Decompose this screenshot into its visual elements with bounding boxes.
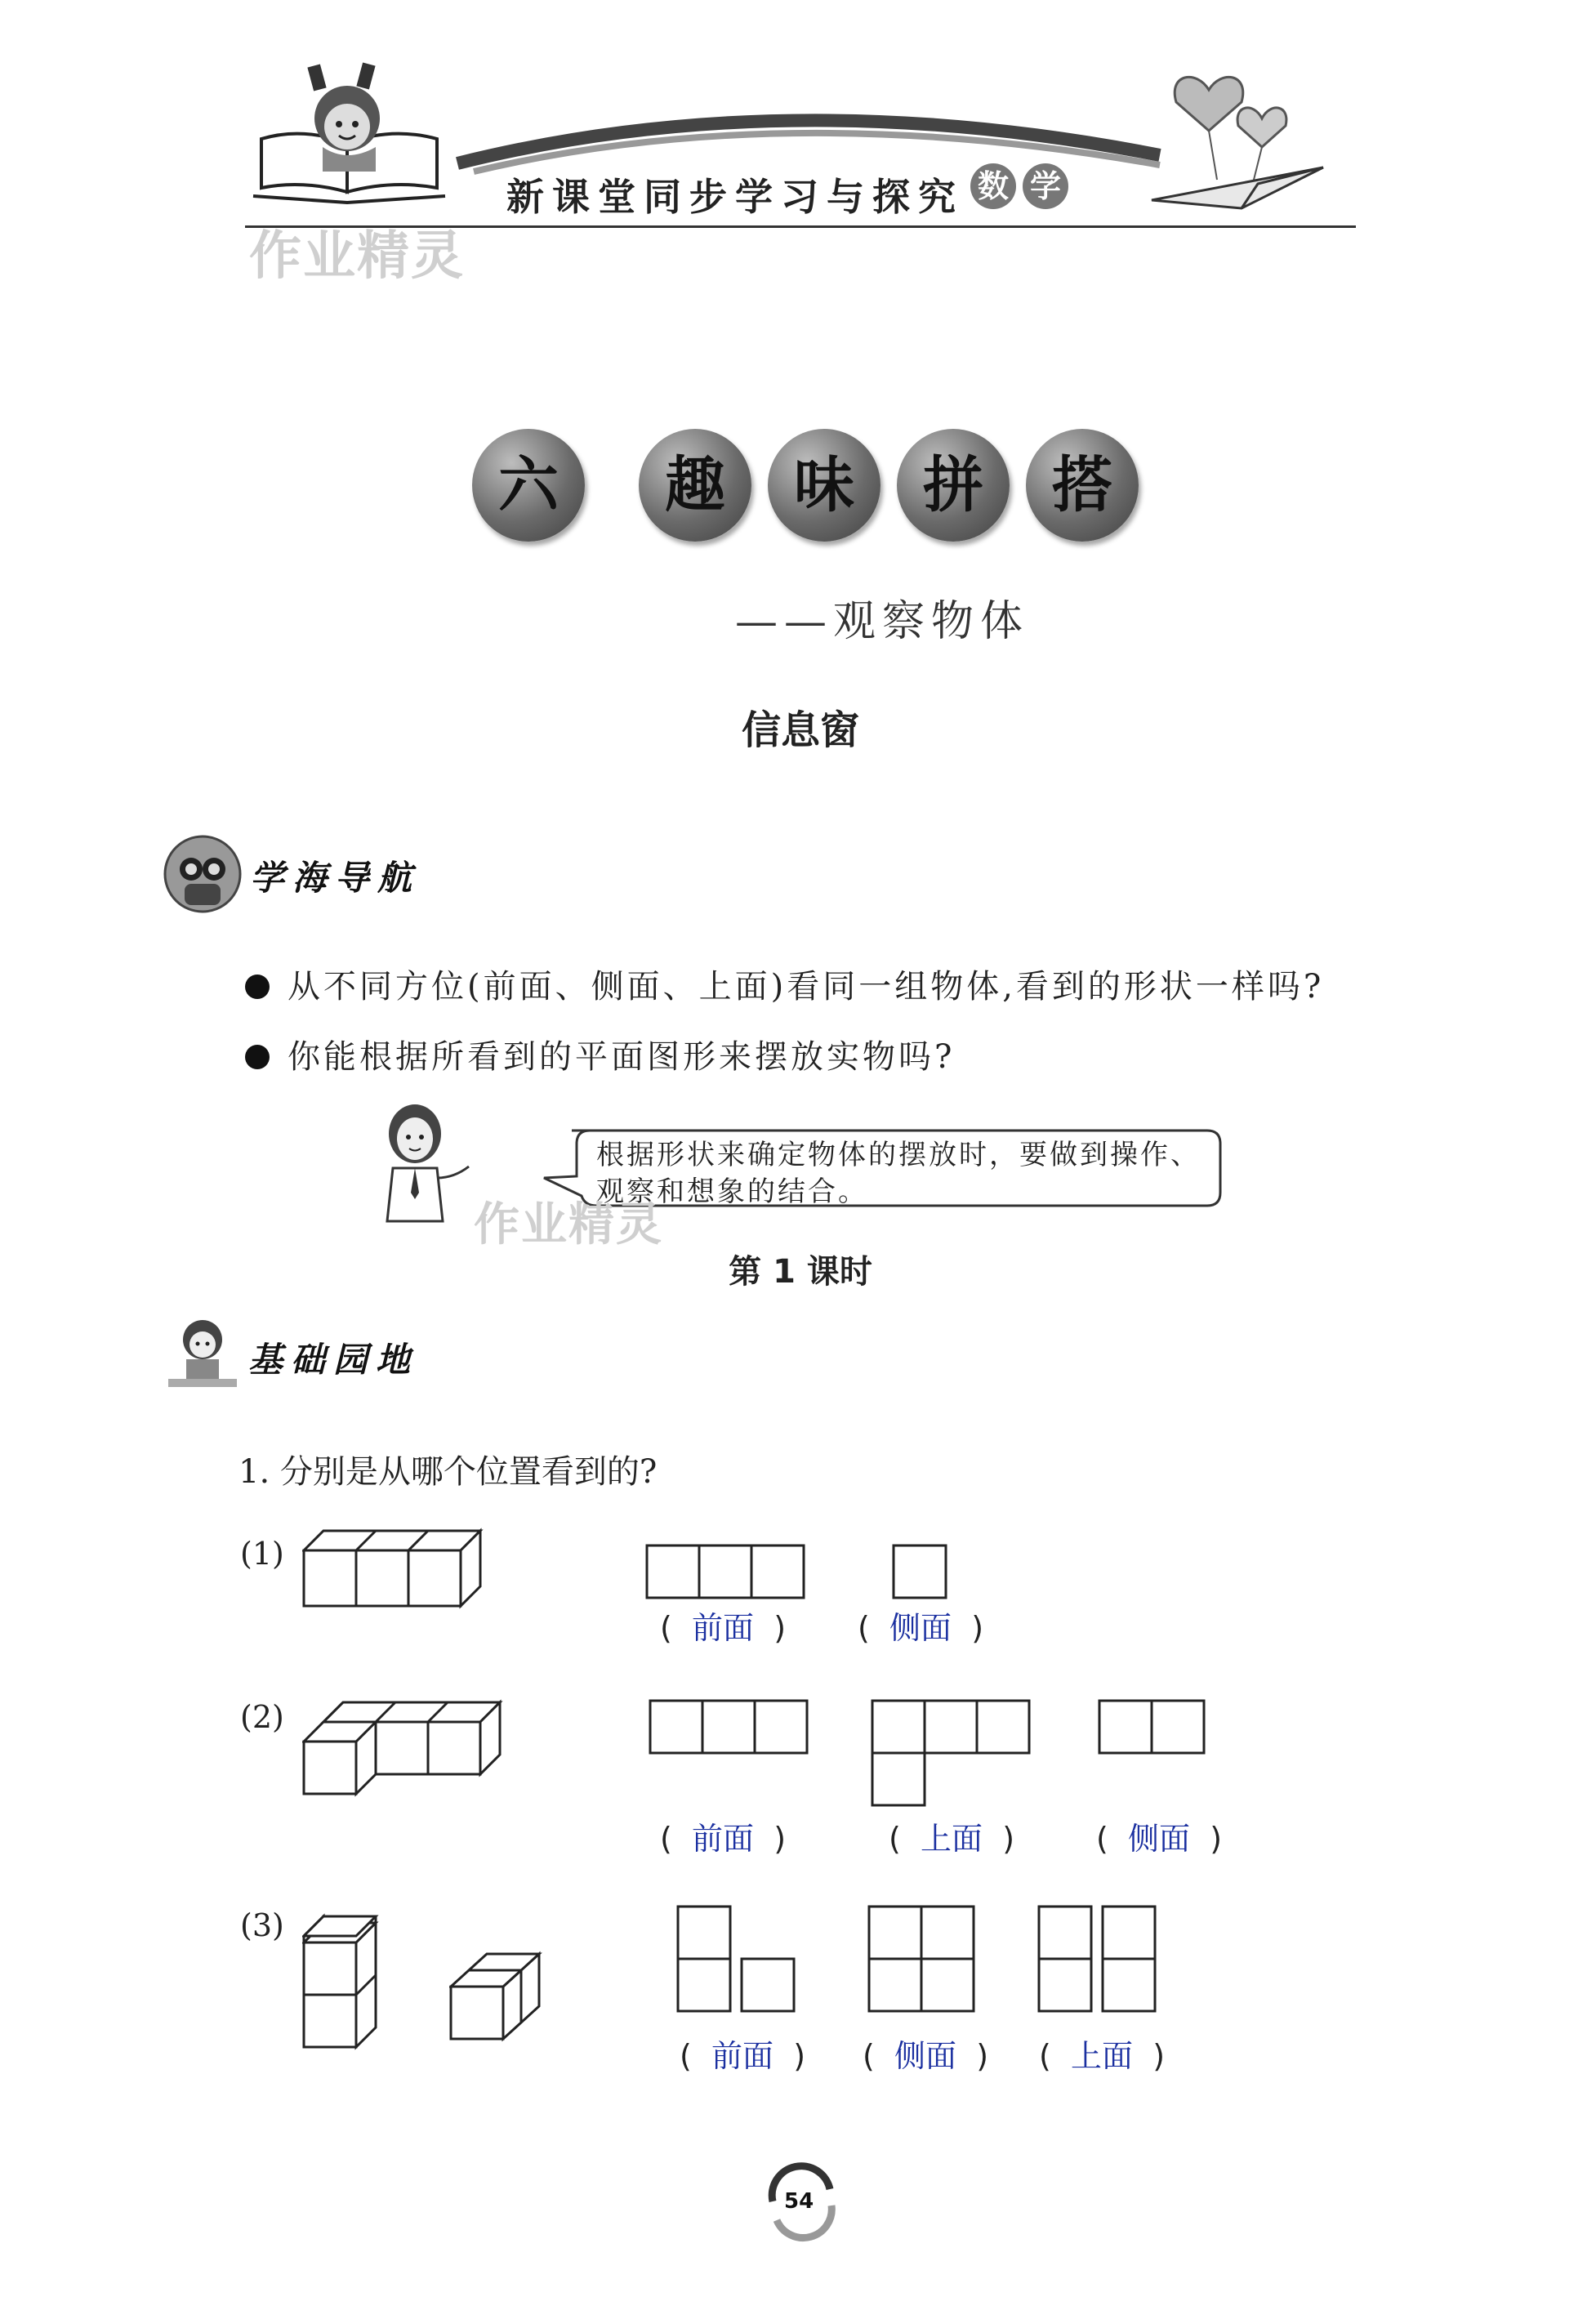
answer-text: 上面	[1071, 2038, 1134, 2074]
subject-badge	[970, 163, 1075, 209]
chapter-title-char: 味	[768, 429, 880, 542]
answer-blank	[680, 2031, 805, 2076]
paren-open: (	[889, 1821, 901, 1857]
answer-text: 侧面	[1128, 1821, 1191, 1857]
teacher-illustration	[372, 1103, 479, 1225]
header-girl-reading-illustration	[245, 57, 457, 212]
paren-close: )	[773, 1610, 787, 1646]
basics-section-label: 基础园地	[248, 1340, 419, 1380]
figure-3-front-view	[676, 1905, 799, 2014]
guide-section-label: 学海导航	[250, 858, 421, 898]
chapter-subtitle: ——观察物体	[735, 597, 1030, 646]
answer-blank	[660, 1813, 786, 1858]
chapter-number: 六	[472, 429, 585, 542]
answer-text: 侧面	[889, 1610, 952, 1646]
answer-blank	[1096, 1813, 1222, 1858]
paren-close: )	[1210, 1821, 1223, 1857]
watermark: 作业精灵	[249, 226, 465, 287]
answer-text: 前面	[711, 2038, 774, 2074]
answer-blank	[889, 1813, 1014, 1858]
paren-close: )	[1002, 1821, 1015, 1857]
item-label: (1)	[240, 1536, 284, 1572]
lesson-title: 第 1 课时	[729, 1253, 872, 1291]
chapter-title-char: 趣	[639, 429, 751, 542]
paren-close: )	[773, 1821, 787, 1857]
svg-text:✦: ✦	[996, 104, 1014, 128]
paren-open: (	[1039, 2038, 1051, 2074]
figure-3-stacked-cubes	[302, 1903, 400, 2050]
guide-bullet	[245, 1031, 955, 1077]
item-label: (2)	[240, 1699, 284, 1735]
answer-text: 上面	[921, 1821, 983, 1857]
paren-close: )	[976, 2038, 989, 2074]
paren-close: )	[793, 2038, 806, 2074]
figure-1-side-view	[892, 1544, 949, 1601]
paren-open: (	[660, 1821, 672, 1857]
subject-char: 学	[1023, 163, 1068, 209]
paren-close: )	[1152, 2038, 1166, 2074]
series-title: 新课堂同步学习与探究	[506, 175, 964, 219]
watermark: 作业精灵	[474, 1198, 663, 1251]
answer-text: 前面	[692, 1610, 755, 1646]
figure-2-front-view	[649, 1699, 812, 1756]
chapter-title-char: 搭	[1026, 429, 1139, 542]
paren-open: (	[863, 2038, 875, 2074]
figure-2-side-view	[1098, 1699, 1209, 1756]
guide-bullet	[245, 961, 1324, 1007]
bullet-text: 从不同方位(前面、侧面、上面)看同一组物体,看到的形状一样吗?	[288, 968, 1325, 1006]
basics-student-icon	[162, 1314, 243, 1395]
paren-open: (	[660, 1610, 672, 1646]
paren-open: (	[858, 1610, 870, 1646]
answer-text: 前面	[692, 1821, 755, 1857]
bullet-dot-icon	[245, 975, 270, 999]
item-label: (3)	[240, 1907, 284, 1943]
figure-2-3d-blocks	[302, 1699, 506, 1797]
bullet-text: 你能根据所看到的平面图形来摆放实物吗?	[288, 1038, 956, 1076]
guide-binoculars-icon	[162, 833, 243, 915]
answer-blank	[660, 1603, 786, 1648]
figure-3-single-cube	[449, 1936, 547, 2042]
paren-open: (	[680, 2038, 692, 2074]
info-window-heading: 信息窗	[741, 707, 859, 753]
question-1: 1. 分别是从哪个位置看到的?	[239, 1453, 658, 1491]
answer-blank	[858, 1603, 983, 1648]
answer-blank	[863, 2031, 988, 2076]
figure-3-top-view	[1037, 1905, 1160, 2014]
answer-blank	[1039, 2031, 1165, 2076]
page-number: 54	[784, 2189, 814, 2214]
figure-3-side-view	[867, 1905, 979, 2014]
paren-close: )	[971, 1610, 984, 1646]
speech-text: 根据形状来确定物体的摆放时，要做到操作、观察和想象的结合。	[596, 1139, 1201, 1208]
figure-1-3d-blocks	[302, 1528, 490, 1609]
figure-1-front-view	[645, 1544, 809, 1601]
bullet-dot-icon	[245, 1045, 270, 1069]
figure-2-top-view	[871, 1699, 1034, 1809]
svg-text:✦: ✦	[629, 100, 650, 129]
chapter-title-char: 拼	[897, 429, 1010, 542]
answer-text: 侧面	[894, 2038, 957, 2074]
header-hearts-plane-illustration	[1119, 57, 1356, 229]
paren-open: (	[1096, 1821, 1108, 1857]
subject-char: 数	[970, 163, 1016, 209]
